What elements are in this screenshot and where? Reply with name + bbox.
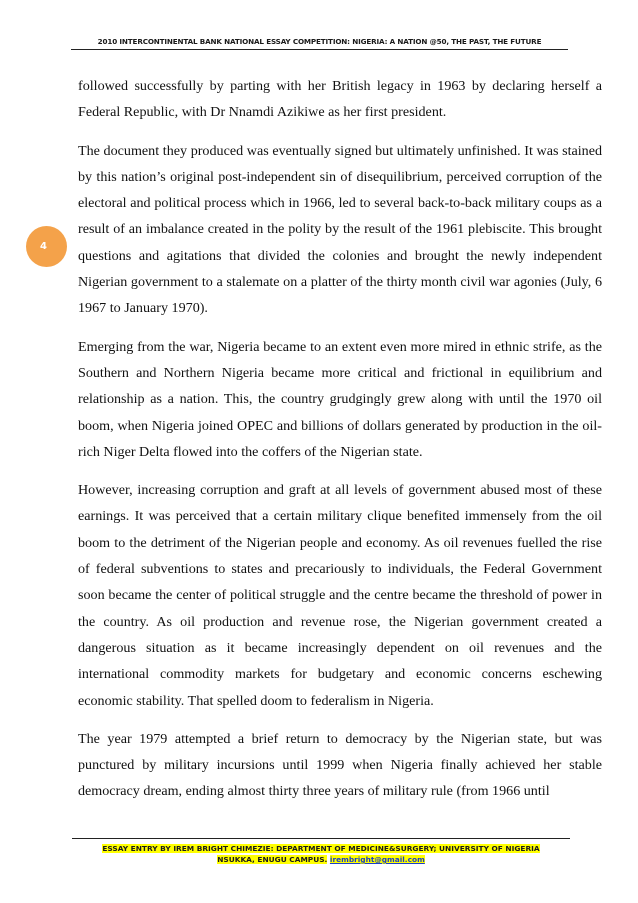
paragraph: Emerging from the war, Nigeria became to an extent even more mired in ethnic strife, as the Southern and Northern Nigeria became more critical and frictional in equilibrium and relationship as a nation. This, the country grudgingly grew along with until the 1970 oil boom, when Nigeria joined OPEC and billions of dollars generated by production in the oil-rich Niger Delta flowed into the coffers of the Nigerian state. xyxy=(78,338,602,460)
paragraph: However, increasing corruption and graft at all levels of government abused most of these earnings. It was perceived that a certain military clique benefited immensely from the oil boom to the detriment of the Nigerian people and economy. As oil revenues fuelled the rise of federal subventions to states and precariously to individuals, the Federal Government soon became the center of political struggle and the centre became the threshold of power in the country. As oil production and revenue rose, the Nigerian government created a dangerous situation as it became increasingly dependent on oil revenues and the international commodity markets for budgetary and economic concerns eschewing economic stability. That spelled doom to federalism in Nigeria. xyxy=(78,482,602,709)
essay-body xyxy=(78,73,602,817)
page-number-badge xyxy=(26,226,67,267)
page-number: 4 xyxy=(40,241,47,252)
paragraph: The year 1979 attempted a brief return to democracy by the Nigerian state, but was punctured by military incursions until 1999 when Nigeria finally achieved her stable democracy dream, ending almost thirty three years of military rule (from 1966 until xyxy=(78,730,602,800)
footer-author-line: ESSAY ENTRY BY IREM BRIGHT CHIMEZIE: DEPARTMENT OF MEDICINE&SURGERY; UNIVERSITY OF NIGERIA xyxy=(102,844,540,853)
page-footer xyxy=(72,838,570,865)
header-title: 2010 INTERCONTINENTAL BANK NATIONAL ESSAY COMPETITION: NIGERIA: A NATION @50, THE PAST, THE FUTURE xyxy=(97,37,542,46)
page-header xyxy=(71,37,568,50)
paragraph: followed successfully by parting with her British legacy in 1963 by declaring herself a Federal Republic, with Dr Nnamdi Azikiwe as her first president. xyxy=(78,78,602,121)
footer-email-link[interactable]: irembright@gmail.com xyxy=(329,855,425,864)
paragraph: The document they produced was eventually signed but ultimately unfinished. It was stained by this nation’s original post-independent sin of disequilibrium, perceived corruption of the electoral and political process which in 1966, led to several back-to-back military coups as a result of an imbalance created in the polity by the result of the 1961 plebiscite. This brought questions and agitations that divided the colonies and brought the newly independent Nigerian government to a stalemate on a platter of the thirty month civil war agonies (July, 6 1967 to January 1970). xyxy=(78,142,602,317)
footer-campus: NSUKKA, ENUGU CAMPUS. xyxy=(217,855,328,864)
